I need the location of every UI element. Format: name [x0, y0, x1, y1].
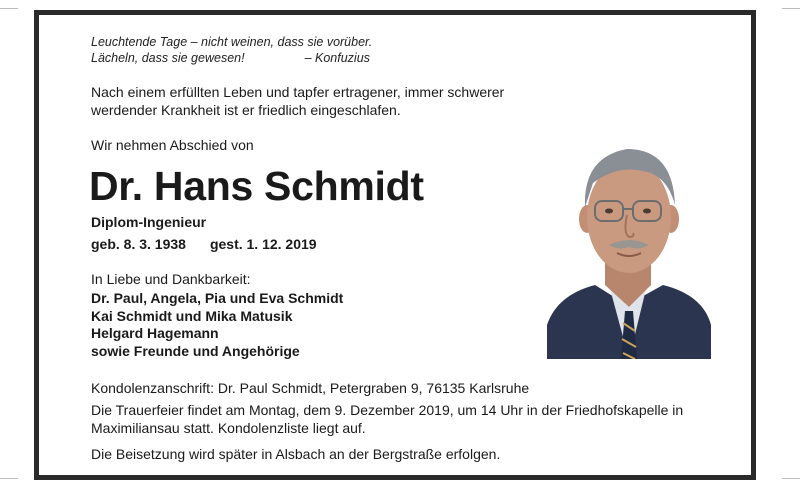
crop-mark [782, 478, 800, 479]
family-member: Kai Schmidt und Mika Matusik [91, 307, 293, 324]
burial-notice: Die Beisetzung wird später in Alsbach an der Bergstraße erfolgen. [91, 446, 501, 462]
quote-line-2-text: Lächeln, dass sie gewesen! [91, 51, 245, 65]
quote-line-2 [91, 50, 372, 66]
quote-author: – Konfuzius [304, 51, 370, 65]
crop-mark [782, 8, 800, 9]
crop-mark [0, 8, 18, 9]
life-dates [91, 236, 317, 252]
deceased-title: Diplom-Ingenieur [91, 214, 207, 230]
death-date: gest. 1. 12. 2019 [209, 236, 317, 252]
farewell-text: Wir nehmen Abschied von [91, 137, 254, 153]
birth-date: geb. 8. 3. 1938 [91, 236, 186, 252]
love-line: In Liebe und Dankbarkeit: [91, 271, 251, 287]
condolence-address: Kondolenzanschrift: Dr. Paul Schmidt, Petergraben 9, 76135 Karlsruhe [91, 380, 530, 396]
deceased-name: Dr. Hans Schmidt [89, 163, 424, 209]
crop-mark [0, 478, 18, 479]
family-member: Dr. Paul, Angela, Pia und Eva Schmidt [91, 290, 344, 306]
quote-block [91, 34, 372, 66]
quote-line-1: Leuchtende Tage – nicht weinen, dass sie vorüber. [91, 35, 373, 49]
intro-text: Nach einem erfüllten Leben und tapfer ertragener, immer schwerer werdender Krankheit ist er friedlich eingeschlafen. [91, 84, 505, 118]
funeral-notice: Die Trauerfeier findet am Montag, dem 9. Dezember 2019, um 14 Uhr in der Friedhofskapelle in Maximiliansau statt. Kondolenzliste liegt auf. [91, 402, 684, 436]
family-member: Helgard Hagemann [91, 325, 219, 341]
family-list [91, 290, 343, 360]
family-member: sowie Freunde und Angehörige [91, 342, 300, 359]
portrait-photo [547, 135, 711, 359]
obituary-frame [34, 10, 756, 480]
